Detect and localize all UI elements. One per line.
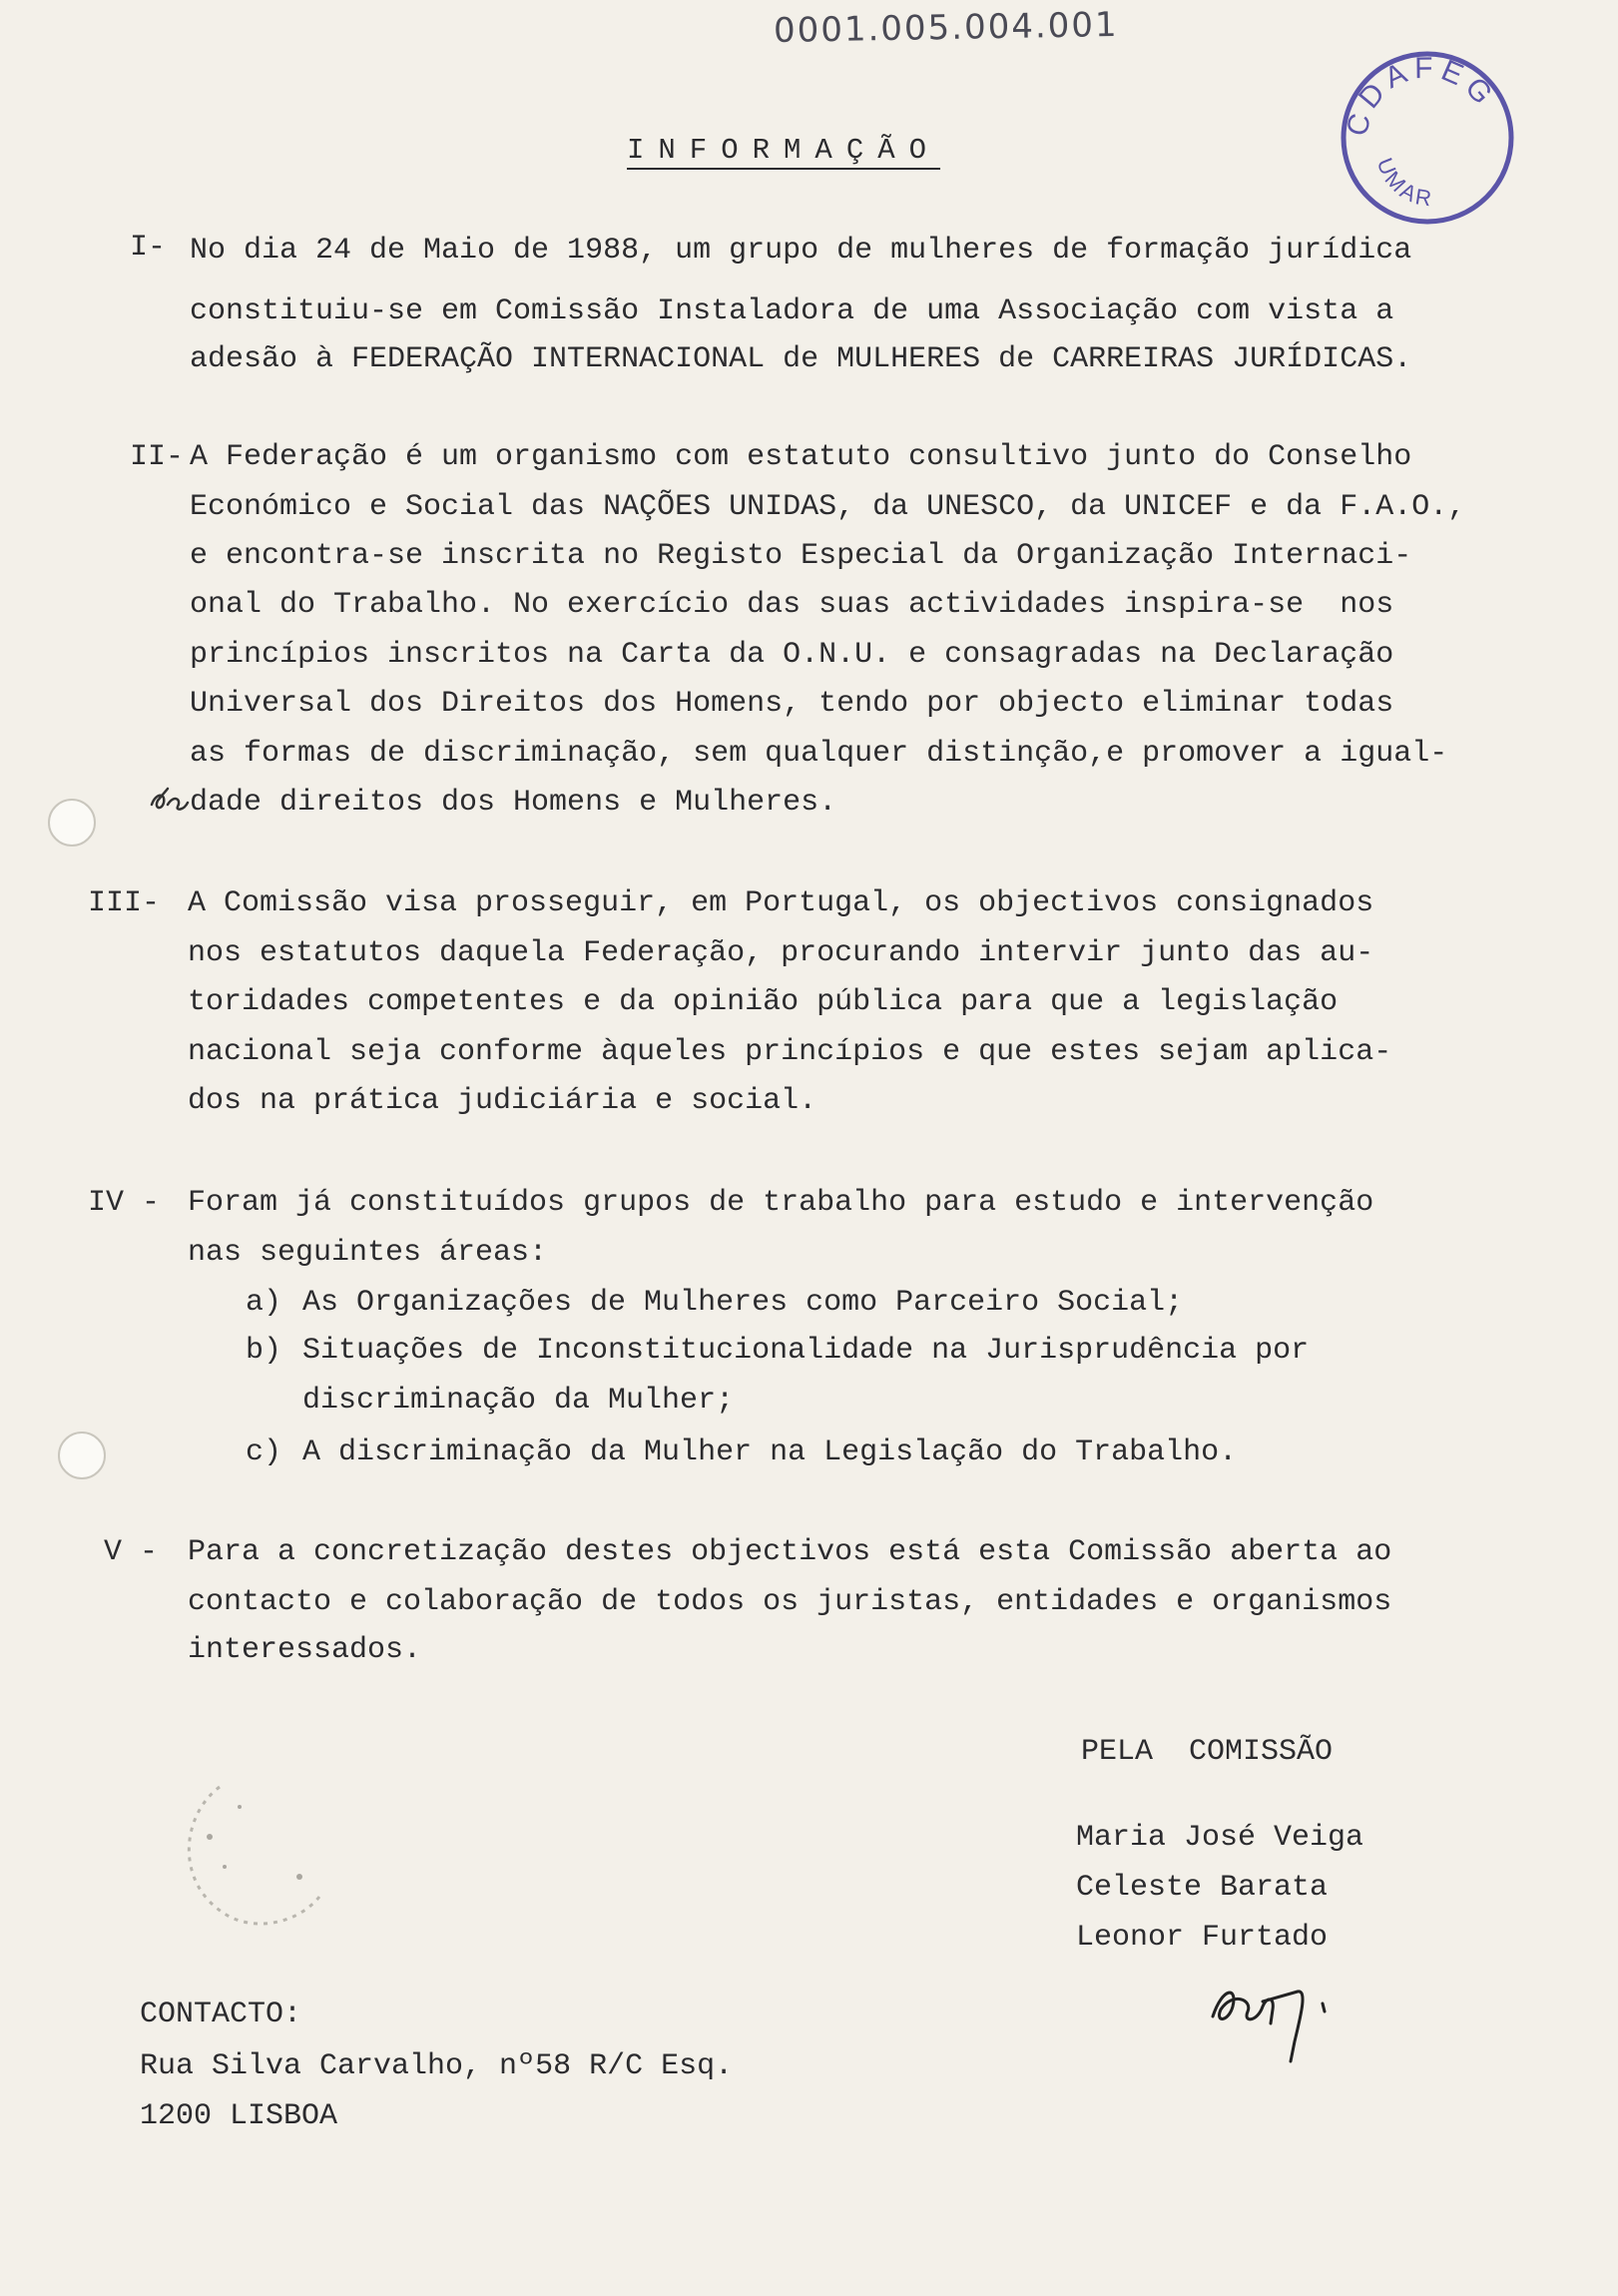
text-line: onal do Trabalho. No exercício das suas actividades inspira-se nos	[190, 588, 1394, 622]
stamp-text: CDAFEG	[1341, 51, 1503, 140]
text-line: No dia 24 de Maio de 1988, um grupo de mulheres de formação jurídica	[190, 234, 1412, 268]
text-line: as formas de discriminação, sem qualquer distinção,e promover a igual-	[190, 737, 1448, 771]
handwritten-signature	[1203, 1962, 1352, 2071]
signatory-name: Celeste Barata	[1076, 1871, 1329, 1905]
list-item-text: As Organizações de Mulheres como Parceiro Social;	[302, 1286, 1184, 1320]
list-marker: c)	[246, 1435, 282, 1469]
text-line: interessados.	[188, 1633, 422, 1667]
text-line: nas seguintes áreas:	[188, 1236, 548, 1270]
signatory-name: Leonor Furtado	[1076, 1921, 1329, 1955]
text-line: Económico e Social das NAÇÕES UNIDAS, da UNESCO, da UNICEF e da F.A.O.,	[190, 490, 1466, 524]
punch-hole	[58, 1432, 106, 1479]
list-marker: b)	[246, 1334, 282, 1368]
text-line: princípios inscritos na Carta da O.N.U. e consagradas na Declaração	[190, 638, 1394, 672]
text-line: nos estatutos daquela Federação, procurando intervir junto das au-	[188, 936, 1374, 970]
text-line: dade direitos dos Homens e Mulheres.	[190, 786, 837, 820]
svg-text:UMAR	[1372, 155, 1436, 212]
section-numeral: I-	[130, 231, 167, 265]
contact-address: Rua Silva Carvalho, nº58 R/C Esq.	[140, 2049, 734, 2083]
document-title: INFORMAÇÃO	[627, 134, 941, 167]
contact-label: CONTACTO:	[140, 1998, 302, 2031]
archive-reference-number: 0001.005.004.001	[773, 4, 1119, 52]
stamp-subtext: UMAR	[1371, 154, 1436, 212]
text-line: dos na prática judiciária e social.	[188, 1084, 817, 1118]
text-line: A Comissão visa prosseguir, em Portugal, os objectivos consignados	[188, 886, 1374, 920]
text-line: nacional seja conforme àqueles princípios e que estes sejam aplica-	[188, 1035, 1392, 1069]
punch-hole	[48, 799, 96, 847]
text-line: constituiu-se em Comissão Instaladora de uma Associação com vista a	[190, 294, 1394, 328]
section-numeral: II-	[130, 440, 185, 474]
contact-city: 1200 LISBOA	[140, 2099, 338, 2133]
text-line: A Federação é um organismo com estatuto consultivo junto do Conselho	[190, 440, 1412, 474]
text-line: adesão à FEDERAÇÃO INTERNACIONAL de MULHERES de CARREIRAS JURÍDICAS.	[190, 342, 1412, 376]
text-line: Foram já constituídos grupos de trabalho para estudo e intervenção	[188, 1186, 1374, 1220]
text-line: e encontra-se inscrita no Registo Especial da Organização Internaci-	[190, 539, 1412, 573]
text-line: toridades competentes e da opinião pública para que a legislação	[188, 985, 1339, 1019]
list-item-text: Situações de Inconstitucionalidade na Jurisprudência por	[302, 1334, 1310, 1368]
handwritten-correction	[148, 785, 190, 815]
section-numeral: V -	[104, 1535, 159, 1569]
text-line: Universal dos Direitos dos Homens, tendo por objecto eliminar todas	[190, 687, 1394, 721]
list-item-text: discriminação da Mulher;	[302, 1384, 735, 1418]
text-line: Para a concretização destes objectivos está esta Comissão aberta ao	[188, 1535, 1392, 1569]
list-item-text: A discriminação da Mulher na Legislação do Trabalho.	[302, 1435, 1238, 1469]
archive-stamp	[1340, 50, 1515, 226]
signoff-heading: PELA COMISSÃO	[1081, 1735, 1334, 1769]
section-numeral: III-	[88, 886, 161, 920]
svg-text:CDAFEG	[1341, 52, 1502, 139]
text-line: contacto e colaboração de todos os juristas, entidades e organismos	[188, 1585, 1392, 1619]
list-marker: a)	[246, 1286, 282, 1320]
section-numeral: IV -	[88, 1186, 161, 1220]
faded-stamp-mark	[150, 1757, 359, 1947]
signatory-name: Maria José Veiga	[1076, 1821, 1364, 1855]
